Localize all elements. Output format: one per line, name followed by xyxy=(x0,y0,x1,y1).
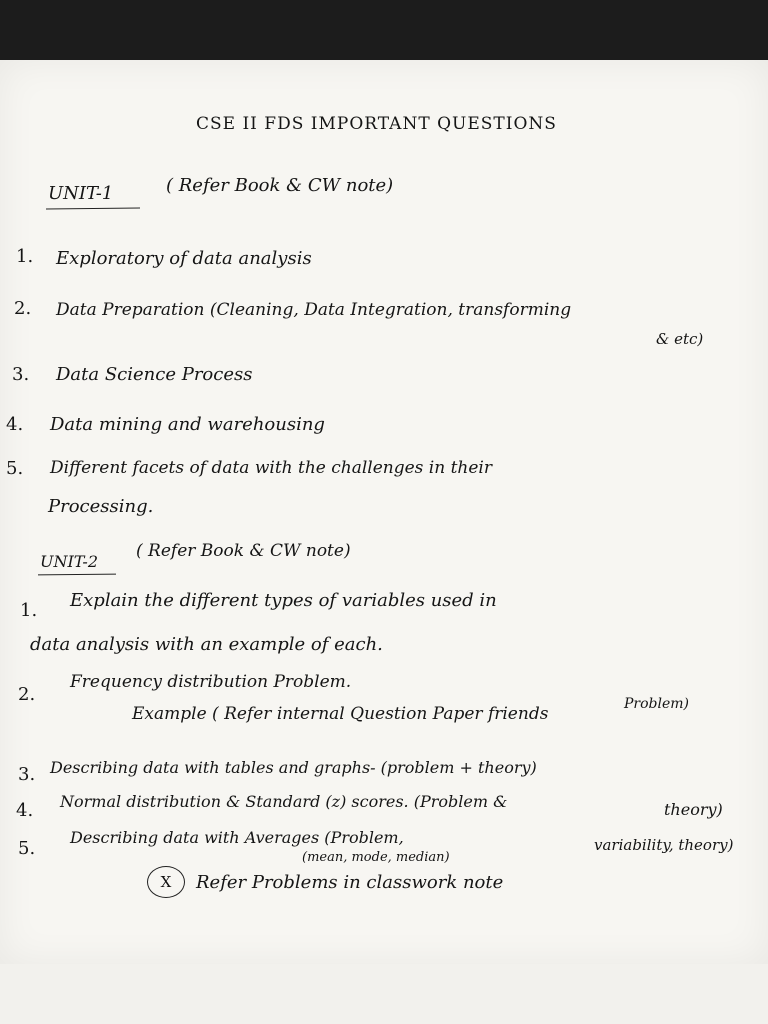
unit1-item-3-number: 3. xyxy=(12,364,30,385)
footer-note: Refer Problems in classwork note xyxy=(196,872,504,893)
unit2-item-1-number: 1. xyxy=(20,600,38,621)
unit2-item-2-number: 2. xyxy=(18,684,36,705)
unit2-item-5-continuation: variability, theory) xyxy=(594,836,734,854)
unit2-item-3-text: Describing data with tables and graphs- (problem + theory) xyxy=(50,758,537,777)
unit1-item-5-text: Different facets of data with the challenges in their xyxy=(50,458,492,478)
unit1-heading: UNIT-1 xyxy=(48,183,114,204)
unit2-item-4-continuation: theory) xyxy=(664,800,723,819)
unit1-item-5-number: 5. xyxy=(6,458,24,479)
unit2-item-4-text: Normal distribution & Standard (z) scores. (Problem & xyxy=(60,792,508,811)
unit1-item-4-number: 4. xyxy=(6,414,24,435)
unit2-item-3-number: 3. xyxy=(18,764,36,785)
unit2-item-2-continuation-2: Problem) xyxy=(624,696,690,712)
unit2-heading: UNIT-2 xyxy=(40,552,98,571)
unit2-item-5-subnote: (mean, mode, median) xyxy=(302,850,450,865)
unit1-item-2-text: Data Preparation (Cleaning, Data Integration, transforming xyxy=(56,300,572,320)
unit1-note: ( Refer Book & CW note) xyxy=(166,175,394,196)
unit2-item-1-text: Explain the different types of variables used in xyxy=(70,590,497,611)
unit1-item-2-continuation: & etc) xyxy=(656,330,704,348)
page-bottom-margin xyxy=(0,964,768,1024)
unit2-item-5-number: 5. xyxy=(18,838,36,859)
unit1-item-1-text: Exploratory of data analysis xyxy=(56,248,312,269)
unit1-item-5-continuation: Processing. xyxy=(48,496,154,517)
unit1-item-4-text: Data mining and warehousing xyxy=(50,414,325,435)
unit2-item-1-continuation: data analysis with an example of each. xyxy=(30,634,383,655)
circled-x-mark: X xyxy=(147,866,185,898)
unit2-item-5-text: Describing data with Averages (Problem, xyxy=(70,828,404,847)
unit2-item-2-text: Frequency distribution Problem. xyxy=(70,672,352,692)
unit1-item-3-text: Data Science Process xyxy=(56,364,253,385)
unit2-item-2-continuation: Example ( Refer internal Question Paper friends xyxy=(132,704,549,724)
unit1-item-2-number: 2. xyxy=(14,298,32,319)
unit2-note: ( Refer Book & CW note) xyxy=(136,541,351,561)
unit2-item-4-number: 4. xyxy=(16,800,34,821)
page-title: CSE II FDS IMPORTANT QUESTIONS xyxy=(196,114,557,134)
unit1-item-1-number: 1. xyxy=(16,246,34,267)
